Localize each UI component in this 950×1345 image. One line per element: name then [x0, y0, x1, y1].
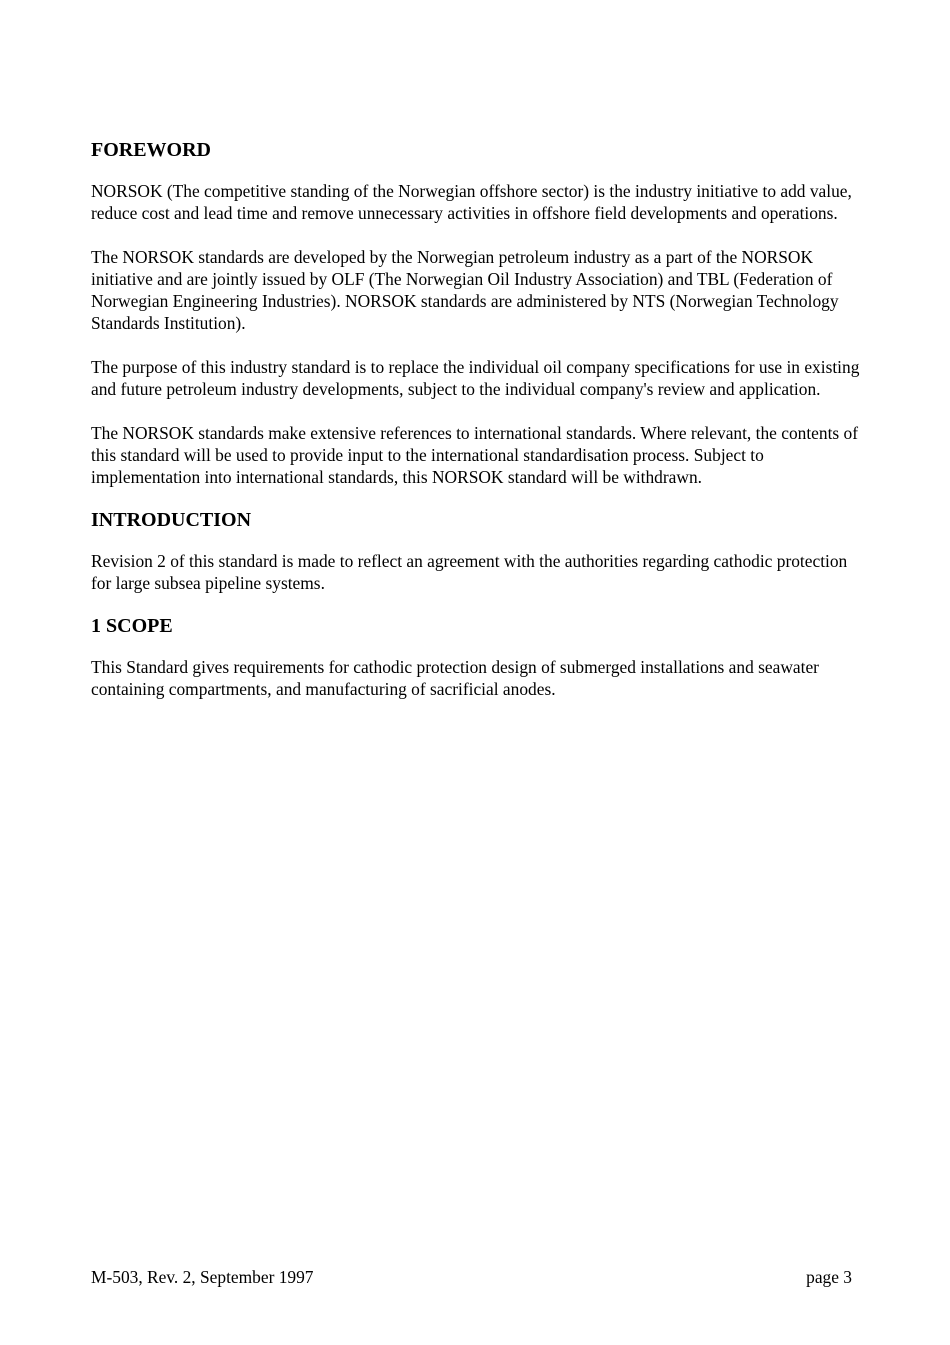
foreword-paragraph-3: The purpose of this industry standard is to replace the individual oil company specifications for use in existing and future petroleum industry developments, subject to the individual company's review and application.: [91, 357, 860, 399]
foreword-heading: FOREWORD: [91, 139, 211, 161]
page-footer: [91, 1266, 852, 1288]
page-content: [91, 136, 861, 700]
introduction-heading: INTRODUCTION: [91, 509, 252, 531]
scope-heading: 1 SCOPE: [91, 615, 173, 637]
scope-paragraph: This Standard gives requirements for cathodic protection design of submerged installations and seawater containing compartments, and manufacturing of sacrificial anodes.: [91, 657, 819, 699]
footer-document-reference: M-503, Rev. 2, September 1997: [91, 1267, 314, 1287]
foreword-paragraph-1: NORSOK (The competitive standing of the Norwegian offshore sector) is the industry initiative to add value, reduce cost and lead time and remove unnecessary activities in offshore field developments and operations.: [91, 181, 852, 223]
foreword-paragraph-2: The NORSOK standards are developed by the Norwegian petroleum industry as a part of the NORSOK initiative and are jointly issued by OLF (The Norwegian Oil Industry Association) and TBL (Federation of Norwegian Engineering Industries). NORSOK standards are administered by NTS (Norwegian Technology Standards Institution).: [91, 247, 839, 333]
foreword-paragraph-4: The NORSOK standards make extensive references to international standards. Where relevant, the contents of this standard will be used to provide input to the international standardisation process. Subject to implementation into international standards, this NORSOK standard will be withdrawn.: [91, 423, 859, 487]
footer-page-number: page 3: [806, 1267, 852, 1287]
introduction-paragraph: Revision 2 of this standard is made to reflect an agreement with the authorities regarding cathodic protection for large subsea pipeline systems.: [91, 551, 848, 593]
